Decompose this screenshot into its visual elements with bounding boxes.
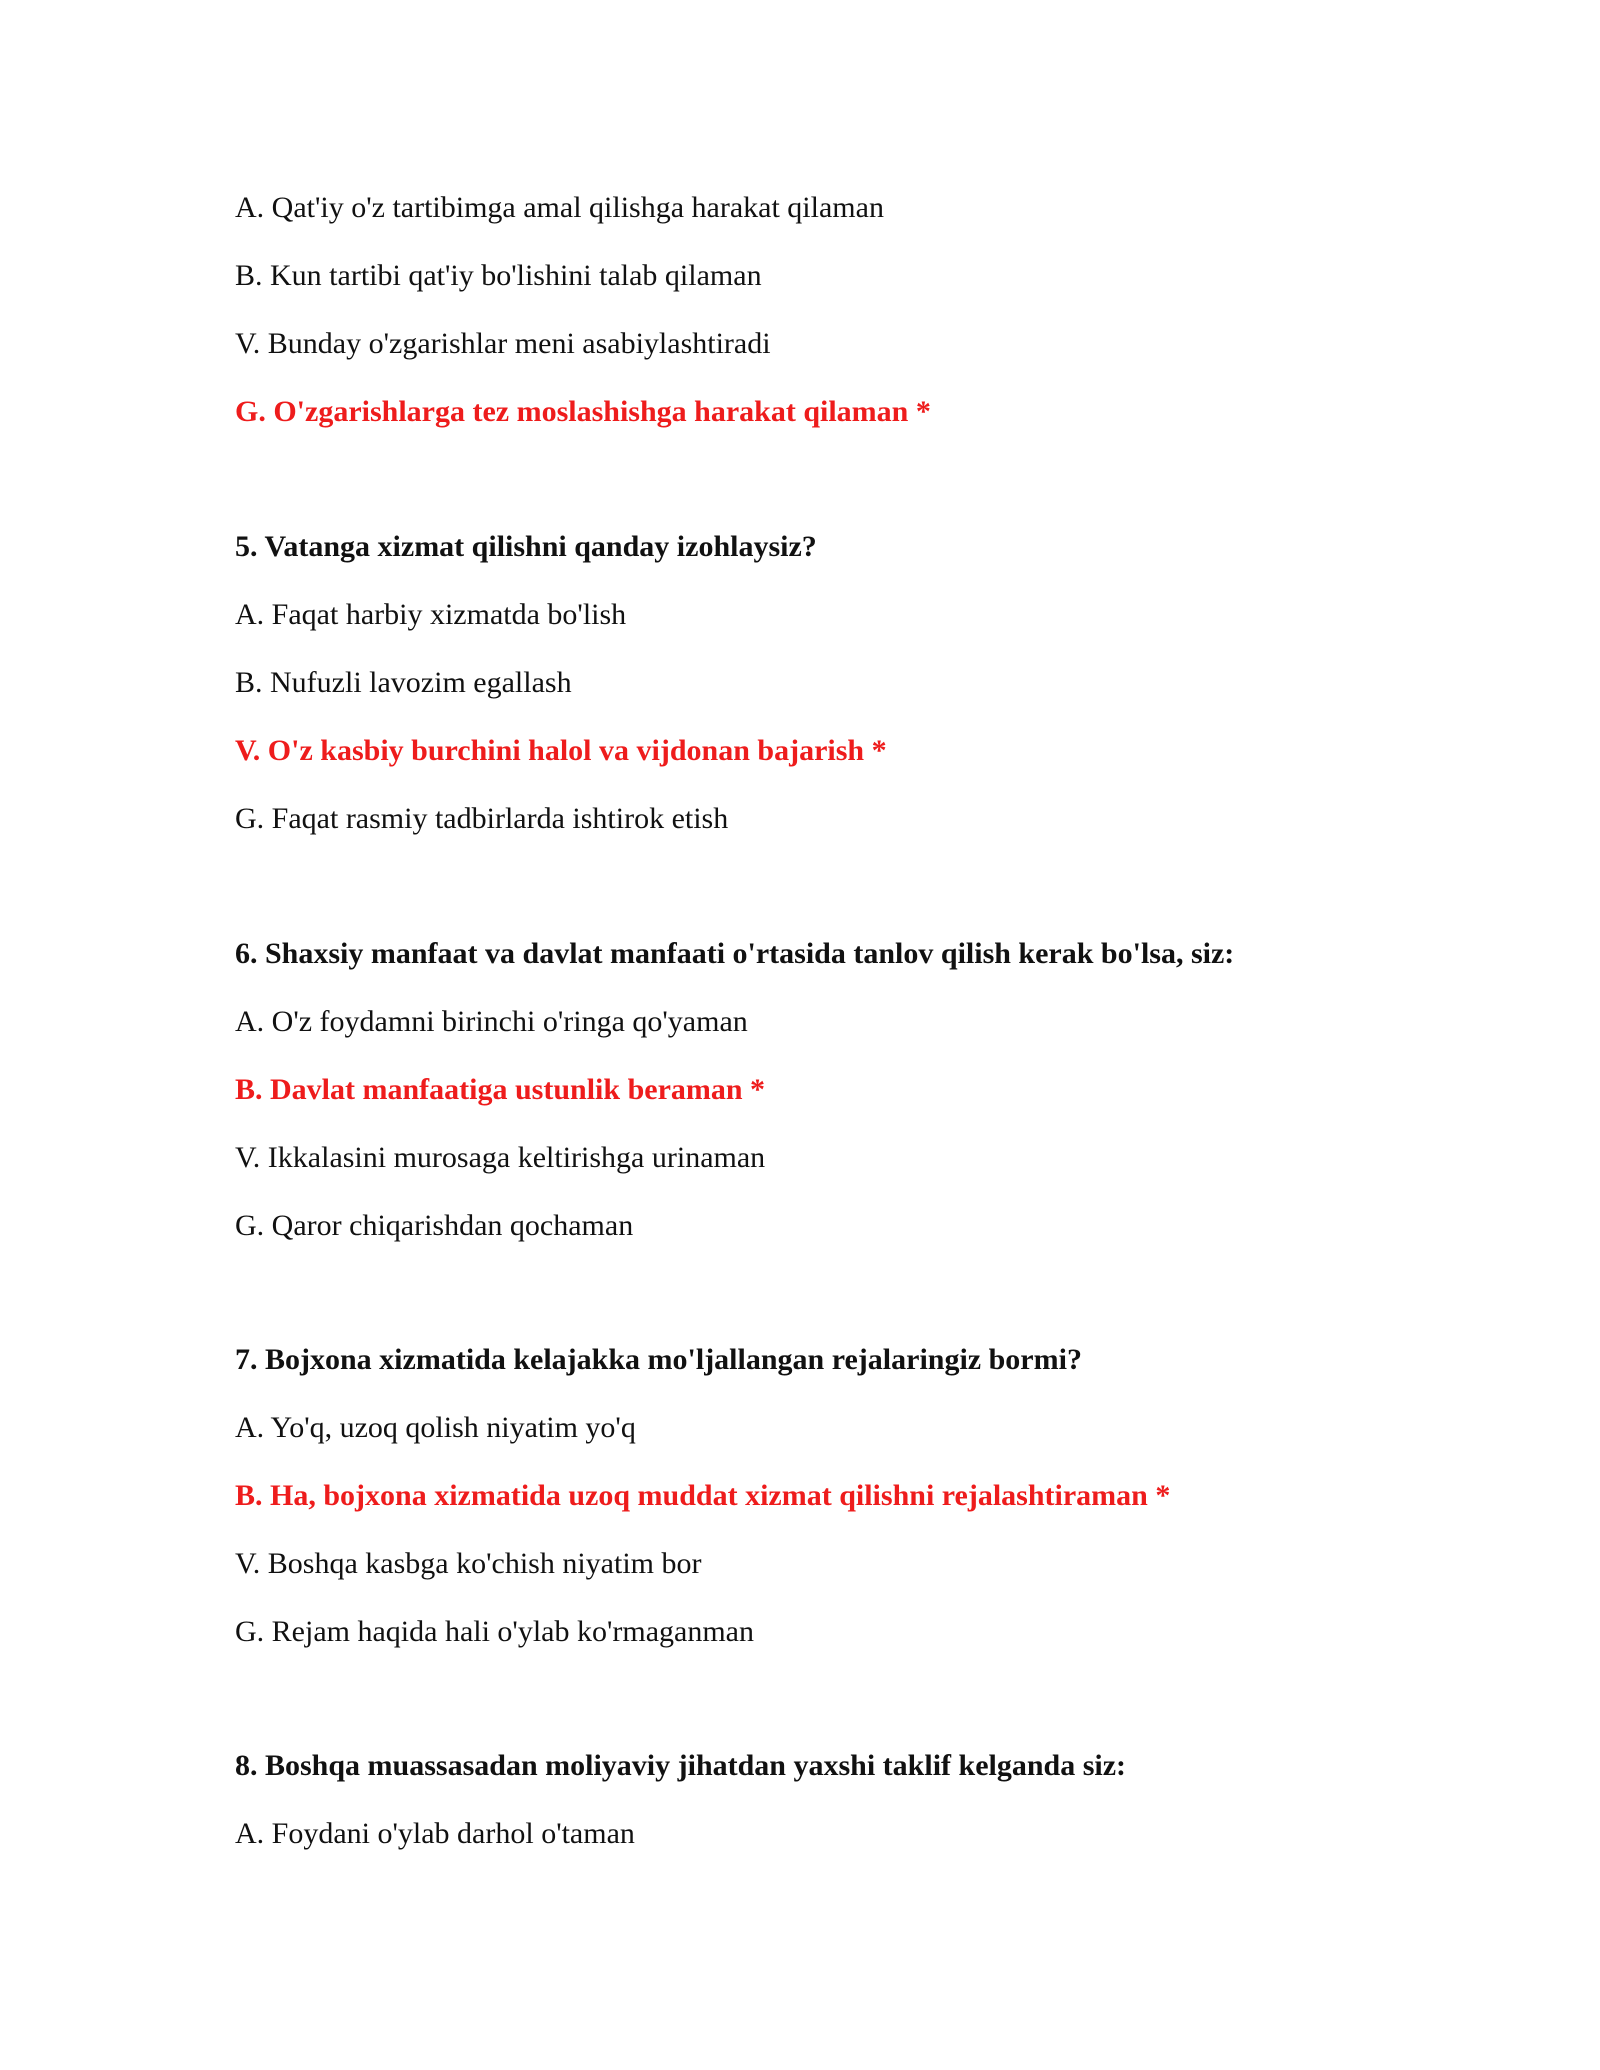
question-5: 5. Vatanga xizmat qilishni qanday izohlaysiz? bbox=[235, 530, 817, 563]
question-7: 7. Bojxona xizmatida kelajakka mo'ljallangan rejalaringiz bormi? bbox=[235, 1343, 1082, 1376]
option-g: G. Rejam haqida hali o'ylab ko'rmaganman bbox=[235, 1615, 754, 1648]
option-a: A. O'z foydamni birinchi o'ringa qo'yaman bbox=[235, 1005, 748, 1038]
option-g-correct: G. O'zgarishlarga tez moslashishga harakat qilaman * bbox=[235, 395, 931, 428]
option-v: V. Bunday o'zgarishlar meni asabiylashtiradi bbox=[235, 327, 771, 360]
option-a: A. Faqat harbiy xizmatda bo'lish bbox=[235, 598, 627, 631]
question-6: 6. Shaxsiy manfaat va davlat manfaati o'rtasida tanlov qilish kerak bo'lsa, siz: bbox=[235, 937, 1235, 970]
option-g: G. Qaror chiqarishdan qochaman bbox=[235, 1209, 634, 1242]
option-v: V. Boshqa kasbga ko'chish niyatim bor bbox=[235, 1547, 702, 1580]
option-a: A. Yo'q, uzoq qolish niyatim yo'q bbox=[235, 1411, 636, 1444]
option-a: A. Foydani o'ylab darhol o'taman bbox=[235, 1817, 635, 1850]
option-v: V. Ikkalasini murosaga keltirishga urinaman bbox=[235, 1141, 766, 1174]
option-b-correct: B. Davlat manfaatiga ustunlik beraman * bbox=[235, 1073, 766, 1106]
option-v-correct: V. O'z kasbiy burchini halol va vijdonan bajarish * bbox=[235, 734, 887, 767]
option-a: A. Qat'iy o'z tartibimga amal qilishga harakat qilaman bbox=[235, 191, 884, 224]
question-8: 8. Boshqa muassasadan moliyaviy jihatdan yaxshi taklif kelganda siz: bbox=[235, 1749, 1127, 1782]
option-b-correct: B. Ha, bojxona xizmatida uzoq muddat xizmat qilishni rejalashtiraman * bbox=[235, 1479, 1171, 1512]
option-b: B. Kun tartibi qat'iy bo'lishini talab qilaman bbox=[235, 259, 762, 292]
option-g: G. Faqat rasmiy tadbirlarda ishtirok etish bbox=[235, 802, 729, 835]
option-b: B. Nufuzli lavozim egallash bbox=[235, 666, 572, 699]
